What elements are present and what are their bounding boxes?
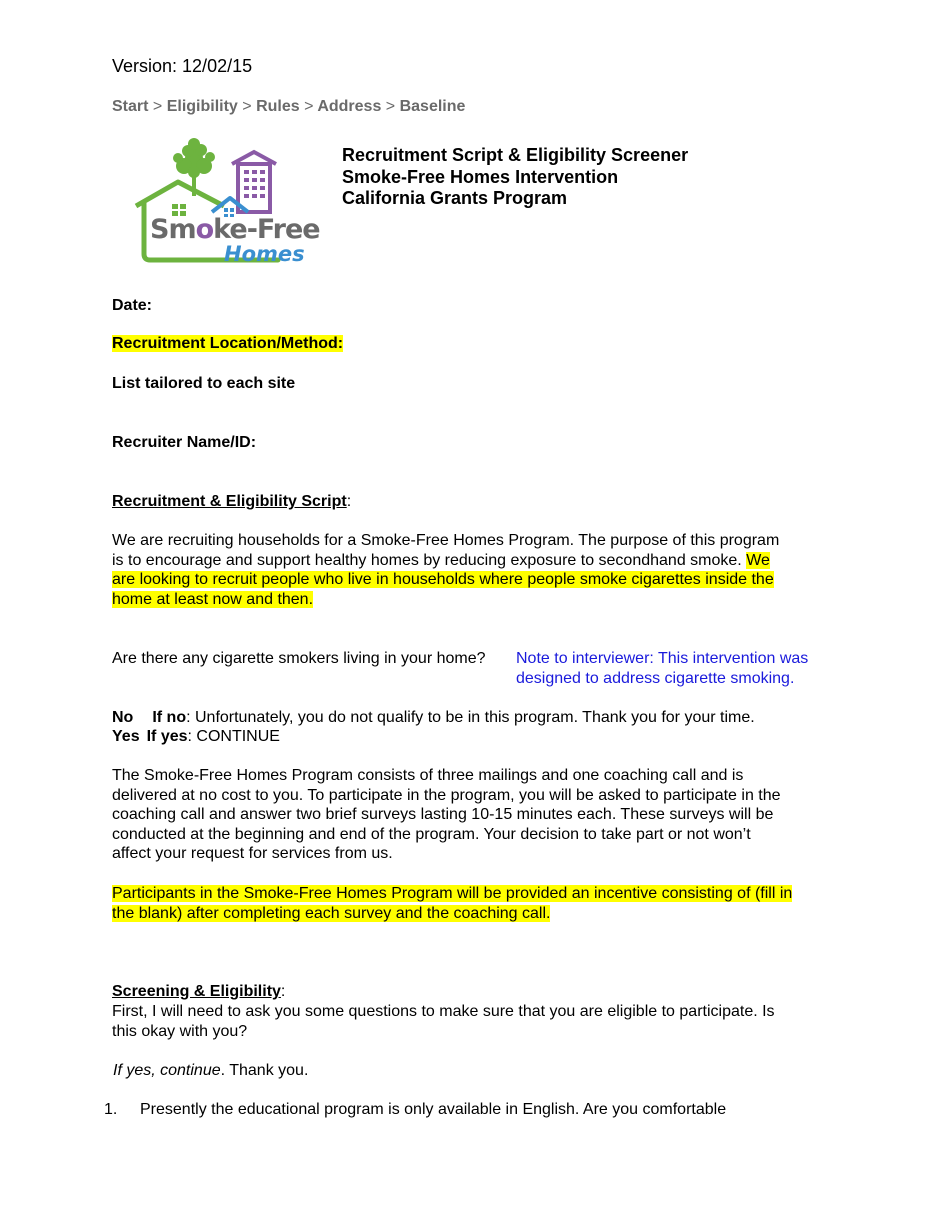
recruitment-location-label: Recruitment Location/Method: [112, 335, 344, 352]
interviewer-note: Note to interviewer: This intervention was designed to address cigarette smoking. [516, 650, 809, 687]
answer-yes: Yes If yes: CONTINUE [112, 728, 280, 745]
question-number: 1. [104, 1101, 118, 1118]
smoke-free-homes-logo [128, 136, 320, 268]
list-tailored-note: List tailored to each site [112, 375, 296, 392]
question-1-text: Presently the educational program is only available in English. Are you comfortable [140, 1101, 727, 1118]
breadcrumb-rules[interactable]: Rules [256, 98, 300, 115]
header-title: Recruitment Script & Eligibility Screener [342, 145, 689, 165]
breadcrumb-eligibility[interactable]: Eligibility [166, 98, 238, 115]
if-yes-continue: If yes, continue. Thank you. [113, 1062, 309, 1079]
date-label: Date: [112, 297, 153, 314]
yes-option[interactable]: Yes [112, 728, 140, 745]
breadcrumb-start[interactable]: Start [112, 98, 149, 115]
version-label: Version: 12/02/15 [112, 56, 253, 76]
breadcrumb: Start > Eligibility > Rules > Address > Baseline [112, 98, 466, 115]
smokers-question: Are there any cigarette smokers living in your home? [112, 650, 486, 667]
screening-intro: First, I will need to ask you some questions to make sure that you are eligible to participate. Is this okay with you? [112, 1003, 775, 1040]
breadcrumb-baseline[interactable]: Baseline [399, 98, 466, 115]
logo-wordmark-line2: Homes [224, 242, 305, 266]
header-program: California Grants Program [342, 188, 568, 208]
recruiter-label: Recruiter Name/ID: [112, 434, 257, 451]
header-subtitle: Smoke-Free Homes Intervention [342, 166, 619, 187]
no-option[interactable]: No [112, 709, 134, 726]
incentive-paragraph: Participants in the Smoke-Free Homes Program will be provided an incentive consisting of (fill in the blank) after completing each survey and the coaching call. [112, 885, 793, 922]
program-paragraph: The Smoke-Free Homes Program consists of three mailings and one coaching call and is delivered at no cost to you. To participate in the program, you will be asked to participate in the coaching call and answer two brief surveys lasting 10-15 minutes each. These surveys will be conducted at the beginning and end of the program. Your decision to take part or not won’t affect your request for services from us. [112, 767, 781, 862]
screening-heading: Screening & Eligibility: [112, 983, 286, 1000]
no-smoking-icon: o [195, 214, 214, 245]
document-header [342, 145, 688, 210]
logo-wordmark-line1: Smoke-Free [150, 214, 320, 245]
answer-no: No If no: Unfortunately, you do not qualify to be in this program. Thank you for your time. [112, 709, 755, 726]
intro-paragraph: We are recruiting households for a Smoke-Free Homes Program. The purpose of this program is to encourage and support healthy homes by reducing exposure to secondhand smoke. We are looking to recruit people who live in households where people smoke cigarettes inside the home at least now and then. [112, 532, 780, 608]
script-heading: Recruitment & Eligibility Script: [112, 493, 352, 510]
breadcrumb-address[interactable]: Address [317, 98, 382, 115]
